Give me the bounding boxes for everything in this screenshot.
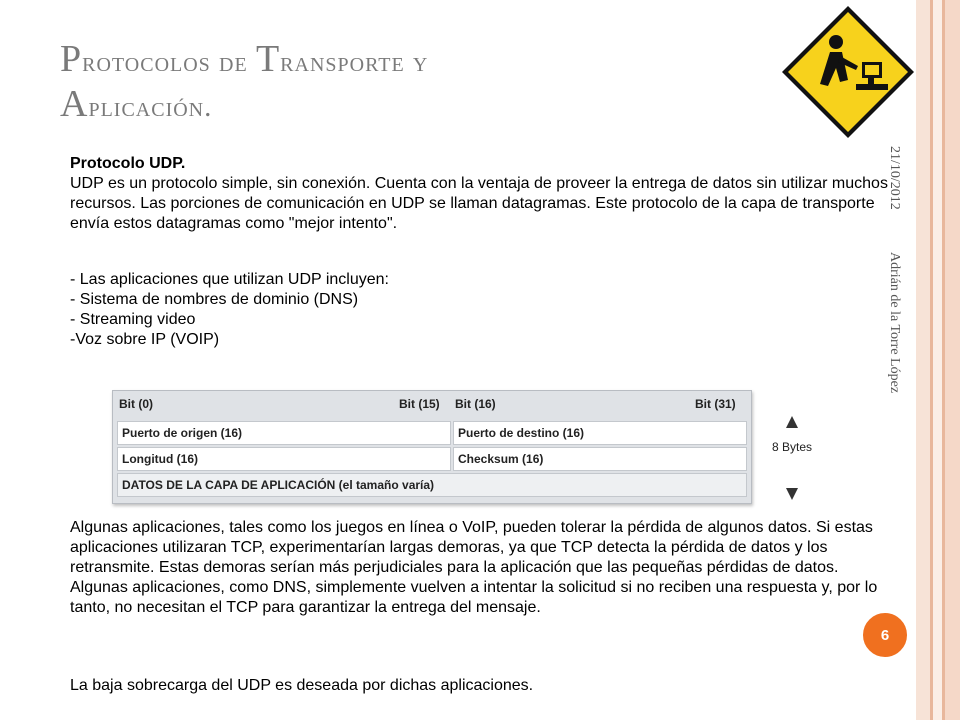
field-application-data: DATOS DE LA CAPA DE APLICACIÓN (el tamaño varía) bbox=[122, 478, 435, 492]
title-text: plicación. bbox=[88, 91, 213, 123]
title-text: ransporte y bbox=[280, 46, 429, 78]
bit-label: Bit (16) bbox=[455, 397, 496, 411]
field-box bbox=[117, 473, 747, 497]
title-letter: P bbox=[60, 38, 83, 80]
title-letter: T bbox=[255, 38, 281, 80]
list-item: -Voz sobre IP (VOIP) bbox=[70, 331, 220, 348]
intro-paragraph: UDP es un protocolo simple, sin conexión. Cuenta con la ventaja de proveer la entrega de datos sin utilizar muchos recursos. Las porciones de comunicación en UDP se llaman datagramas. Este protocolo de la capa de transporte envía estos datagramas como "mejor intento". bbox=[70, 175, 888, 232]
under-construction-sign-icon bbox=[778, 2, 918, 142]
intro-block bbox=[70, 154, 890, 234]
field-box bbox=[117, 447, 451, 471]
field-box bbox=[453, 447, 747, 471]
field-destination-port: Puerto de destino (16) bbox=[458, 426, 585, 440]
outro-paragraph: Algunas aplicaciones, tales como los juegos en línea o VoIP, pueden tolerar la pérdida de algunos datos. Si estas aplicaciones utilizaran TCP, experimentarían largas demoras, ya que TCP detecta la pérdida de datos y los retransmite. Estas demoras serían más perjudiciales para la aplicación que las pequeñas pérdidas de datos. Algunas aplicaciones, como DNS, simplemente vuelven a intentar la solicitud si no reciben una respuesta y, por lo tanto, no necesitan el TCP para garantizar la entrega del mensaje. bbox=[70, 519, 878, 616]
stripe bbox=[916, 0, 930, 720]
list-item: - Las aplicaciones que utilizan UDP incluyen: bbox=[70, 271, 389, 288]
title-letter: A bbox=[60, 83, 89, 125]
bit-label: Bit (0) bbox=[119, 397, 153, 411]
udp-header-diagram bbox=[112, 390, 752, 504]
field-box bbox=[453, 421, 747, 445]
slide-author: Adrián de la Torre López bbox=[887, 252, 902, 394]
slide-date: 21/10/2012 bbox=[887, 146, 902, 210]
page-number-badge: 6 bbox=[860, 610, 910, 660]
field-source-port: Puerto de origen (16) bbox=[122, 426, 243, 440]
double-arrow-icon bbox=[786, 416, 798, 500]
list-item: - Streaming video bbox=[70, 311, 196, 328]
field-checksum: Checksum (16) bbox=[458, 452, 544, 466]
outro-conclusion bbox=[70, 676, 890, 696]
title-text: rotocolos de bbox=[82, 46, 256, 78]
apps-list bbox=[70, 270, 890, 350]
outro-block bbox=[70, 518, 890, 618]
stripe bbox=[945, 0, 960, 720]
outro-paragraph: La baja sobrecarga del UDP es deseada por dichas aplicaciones. bbox=[70, 677, 534, 694]
bit-label: Bit (31) bbox=[695, 397, 736, 411]
slide-title bbox=[60, 38, 760, 128]
bit-label: Bit (15) bbox=[399, 397, 440, 411]
size-label: 8 Bytes bbox=[772, 440, 813, 454]
field-length: Longitud (16) bbox=[122, 452, 198, 466]
stripe bbox=[933, 0, 942, 720]
list-item: - Sistema de nombres de dominio (DNS) bbox=[70, 291, 359, 308]
field-box bbox=[117, 421, 451, 445]
intro-heading: Protocolo UDP. bbox=[70, 155, 186, 172]
